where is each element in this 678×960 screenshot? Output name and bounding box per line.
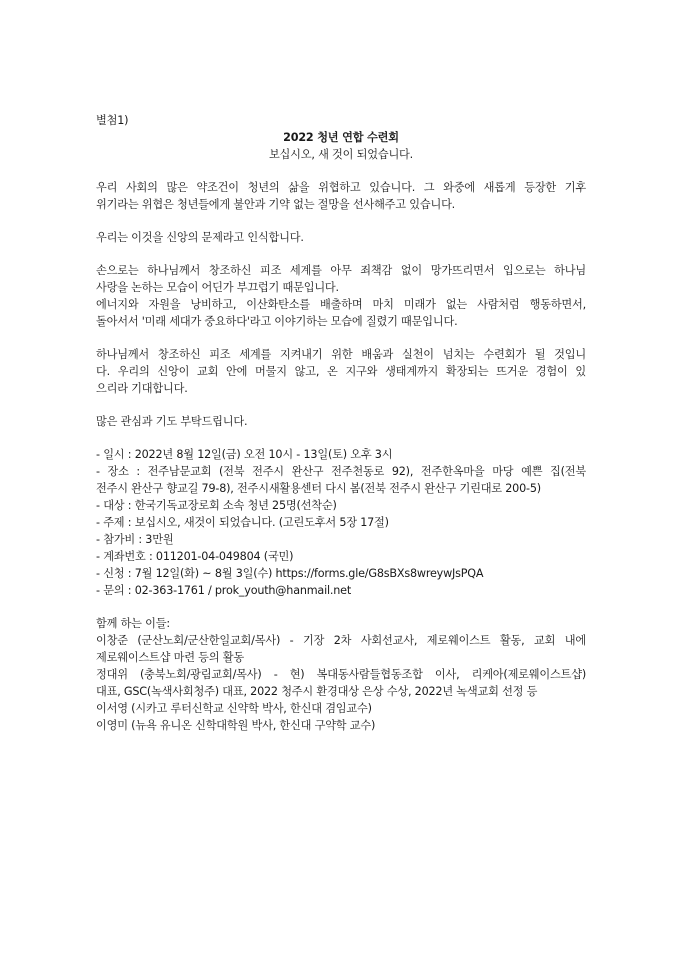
detail-theme: - 주제 : 보십시오, 새것이 되었습니다. (고린도후서 5장 17절) bbox=[96, 516, 389, 529]
paragraph-line: 다. 우리의 신앙이 교회 안에 머물지 않고, 온 지구와 생태계까지 확장되는 뜨거운 경험이 있 bbox=[96, 365, 586, 378]
participants-section bbox=[96, 615, 586, 734]
detail-venue: - 장소 : 전주남문교회 (전북 전주시 완산구 전주천동로 92), 전주한옥마을 마당 예쁜 집(전북 bbox=[96, 465, 586, 478]
paragraph-line: 돌아서서 '미래 세대가 중요하다'라고 이야기하는 모습에 질렸기 때문입니다. bbox=[96, 315, 458, 328]
attachment-label: 별첨1) bbox=[96, 114, 129, 127]
detail-contact: - 문의 : 02-363-1761 / prok_youth@hanmail.net bbox=[96, 584, 352, 597]
paragraph-line: 사랑을 논하는 모습이 어딘가 부끄럽기 때문입니다. bbox=[96, 281, 339, 294]
detail-date: - 일시 : 2022년 8월 12일(금) 오전 10시 - 13일(토) 오후 3시 bbox=[96, 448, 393, 461]
document-subtitle: 보십시오, 새 것이 되었습니다. bbox=[268, 148, 414, 161]
detail-account: - 계좌번호 : 011201-04-049804 (국민) bbox=[96, 550, 294, 563]
paragraph-line: 하나님께서 창조하신 피조 세계를 지켜내기 위한 배움과 실천이 넘치는 수련회가 될 것입니 bbox=[96, 348, 586, 361]
paragraph-line: 손으로는 하나님께서 창조하신 피조 세계를 아무 죄책감 없이 망가뜨리면서 입으로는 하나님 bbox=[96, 264, 586, 277]
participant-line: 제로웨이스트샵 마련 등의 활동 bbox=[96, 651, 244, 664]
participant-line: 대표, GSC(녹색사회청주) 대표, 2022 청주시 환경대상 은상 수상, 2022년 녹색교회 선정 등 bbox=[96, 685, 538, 698]
paragraph-2 bbox=[96, 229, 586, 246]
event-details bbox=[96, 446, 586, 599]
participant-line: 이창준 (군산노회/군산한일교회/목사) - 기장 2차 사회선교사, 제로웨이스트 활동, 교회 내에 bbox=[96, 634, 586, 647]
paragraph-line: 에너지와 자원을 낭비하고, 이산화탄소를 배출하며 마치 미래가 없는 사람처럼 행동하면서, bbox=[96, 298, 586, 311]
participant-line: 정대위 (충북노회/광림교회/목사) - 현) 복대동사람들협동조합 이사, 리케아(제로웨이스트샵) bbox=[96, 668, 586, 681]
paragraph-line: 우리는 이것을 신앙의 문제라고 인식합니다. bbox=[96, 231, 304, 244]
paragraph-line: 위기라는 위협은 청년들에게 불안과 기약 없는 절망을 선사해주고 있습니다. bbox=[96, 198, 456, 211]
document-title: 2022 청년 연합 수련회 bbox=[283, 131, 399, 144]
paragraph-line: 우리 사회의 많은 약조건이 청년의 삶을 위협하고 있습니다. 그 와중에 새롭게 등장한 기후 bbox=[96, 181, 586, 194]
paragraph-3 bbox=[96, 262, 586, 330]
detail-venue-cont: 전주시 완산구 향교길 79-8), 전주시새활용센터 다시 봄(전북 전주시 완산구 기린대로 200-5) bbox=[96, 482, 541, 495]
paragraph-5 bbox=[96, 413, 586, 430]
detail-target: - 대상 : 한국기독교장로회 소속 청년 25명(선착순) bbox=[96, 499, 337, 512]
paragraph-1 bbox=[96, 179, 586, 213]
participant-line: 이영미 (뉴욕 유니온 신학대학원 박사, 한신대 구약학 교수) bbox=[96, 719, 376, 732]
detail-fee: - 참가비 : 3만원 bbox=[96, 533, 174, 546]
paragraph-line: 으리라 기대합니다. bbox=[96, 382, 188, 395]
paragraph-line: 많은 관심과 기도 부탁드립니다. bbox=[96, 415, 248, 428]
participant-line: 이서영 (시카고 루터신학교 신약학 박사, 한신대 겸임교수) bbox=[96, 702, 372, 715]
document-body bbox=[96, 112, 586, 734]
paragraph-4 bbox=[96, 346, 586, 397]
participants-heading: 함께 하는 이들: bbox=[96, 617, 170, 630]
detail-registration: - 신청 : 7월 12일(화) ~ 8월 3일(수) https://forms.gle/G8sBXs8wreywJsPQA bbox=[96, 567, 484, 580]
